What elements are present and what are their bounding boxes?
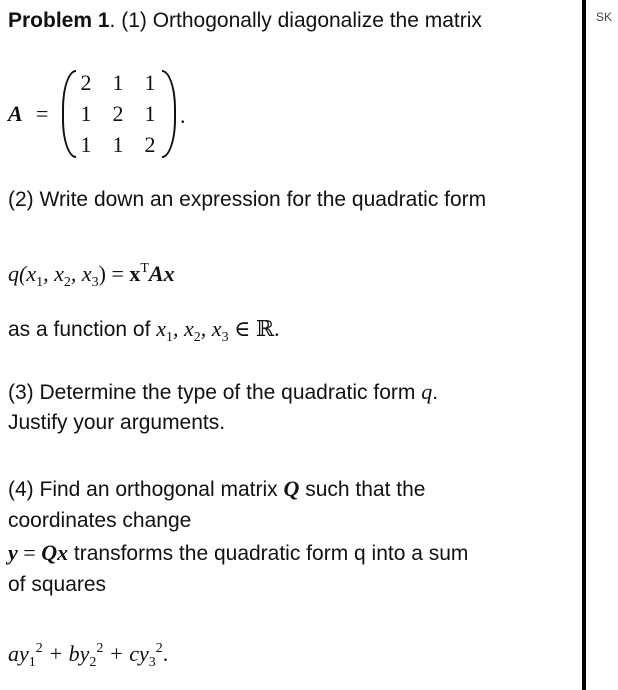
matrix-cell: 2	[144, 132, 156, 157]
matrix-left-paren	[62, 70, 76, 158]
part2-text: (2) Write down an expression for the quadratic form	[8, 188, 487, 211]
part4-line1: (4) Find an orthogonal matrix Q such that the	[8, 476, 426, 501]
part3-line1: (3) Determine the type of the quadratic form q.	[8, 379, 439, 404]
vertical-divider	[582, 0, 586, 690]
author-initials: SK	[596, 10, 613, 24]
sum-of-squares: $ay_1^2 + by_2^2 + cy_3^2$.	[8, 641, 169, 670]
matrix-cell: 2	[80, 70, 92, 95]
function-of-line: as a function of $x_1$, $x_2$, $x_3$ ∈ ℝ.	[8, 316, 280, 345]
part3-line2: Justify your arguments.	[8, 411, 226, 434]
matrix-cell: 1	[80, 101, 92, 126]
matrix-right-paren	[162, 70, 176, 158]
problem-intro: . (1) Orthogonally diagonalize the matrix	[109, 9, 482, 32]
quadratic-form-definition: $q(x_1$, $x_2$, $x_3) = x^TAx$	[8, 261, 175, 290]
matrix-cell: 1	[112, 132, 124, 157]
part4-line2: coordinates change	[8, 509, 192, 532]
matrix-cell: 2	[112, 101, 124, 126]
problem-label: Problem 1	[8, 9, 110, 32]
matrix-name: A	[8, 101, 23, 126]
problem-heading	[8, 8, 482, 34]
part4-line4: of squares	[8, 573, 107, 596]
part4-line3: y = Qx transforms the quadratic form q into a sum	[8, 540, 469, 565]
matrix-period: .	[180, 103, 186, 128]
matrix-equals: =	[36, 101, 49, 126]
matrix-cell: 1	[144, 101, 156, 126]
matrix-cell: 1	[80, 132, 92, 157]
matrix-cell: 1	[144, 70, 156, 95]
matrix-cell: 1	[112, 70, 124, 95]
